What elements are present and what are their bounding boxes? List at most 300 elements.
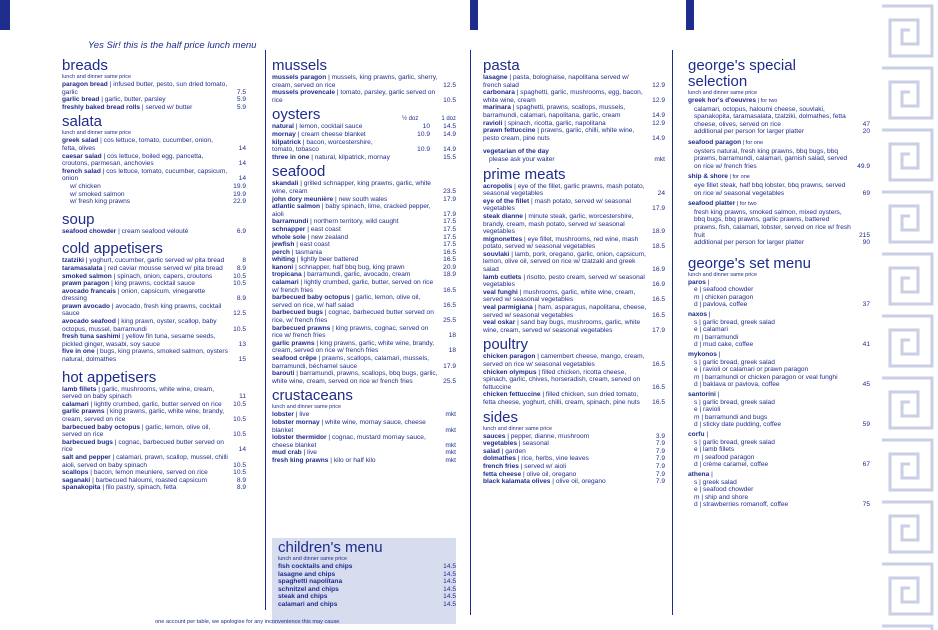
set-menu-price: 37 bbox=[862, 301, 870, 309]
special-item bbox=[688, 97, 870, 128]
item-desc: | cognac, barbecued butter served on rice, w/ french fries bbox=[272, 309, 434, 325]
special-sub: lunch and dinner same price bbox=[688, 90, 758, 96]
item-desc: | king prawn, oyster, scallop, baby octopus, mussel, barramundi bbox=[62, 318, 217, 333]
bread-item bbox=[62, 104, 246, 112]
set-menu-line: m | barramundi and bugs bbox=[694, 413, 768, 421]
item-desc: | northern territory, wild caught bbox=[308, 218, 399, 226]
pasta-item bbox=[483, 74, 665, 89]
item-desc: | cream seafood velouté bbox=[116, 227, 189, 235]
side-item bbox=[483, 448, 665, 456]
breads-list bbox=[62, 81, 246, 111]
prime-meat-item bbox=[483, 198, 665, 213]
item-price: 7.9 bbox=[655, 447, 665, 455]
extra-price: 90 bbox=[862, 239, 870, 247]
set-menu-line: s | garlic bread, greek salad bbox=[694, 318, 775, 326]
set-menu-price: 41 bbox=[862, 341, 870, 349]
pasta-item bbox=[483, 89, 665, 104]
item-name: fresh tuna sashimi bbox=[62, 333, 121, 341]
item-name: scallops bbox=[62, 469, 89, 477]
item-price: 49.9 bbox=[857, 162, 870, 170]
set-menu-name: athena bbox=[688, 470, 710, 478]
item-price: 16.5 bbox=[652, 398, 665, 406]
hot-appetiser-item bbox=[62, 401, 246, 409]
item-price: 14 bbox=[238, 160, 246, 168]
item-price: 69 bbox=[862, 189, 870, 197]
cold-appetiser-item bbox=[62, 280, 246, 288]
item-name: avocado francais bbox=[62, 287, 116, 295]
set-menu-price: 45 bbox=[862, 381, 870, 389]
item-desc: | onion, capsicum, vinegarette dressing bbox=[62, 287, 206, 303]
item-name: garlic bread bbox=[62, 96, 100, 104]
item-desc: | grilled schnapper, king prawns, garlic, white wine, cream bbox=[272, 180, 431, 195]
item-price: 8.9 bbox=[236, 295, 246, 303]
item-name: sauces bbox=[483, 432, 506, 440]
prime-meat-item bbox=[483, 183, 665, 198]
soup-list bbox=[62, 228, 246, 236]
item-desc: | white wine, mornay sauce, cheese blanket bbox=[272, 418, 426, 434]
pasta-item bbox=[483, 104, 665, 119]
crustaceans-sub: lunch and dinner same price bbox=[272, 404, 342, 411]
item-name: prawn fettuccine bbox=[483, 127, 536, 135]
set-menu-line: e | seafood chowder bbox=[694, 286, 754, 294]
item-price: 16.9 bbox=[652, 281, 665, 289]
item-name: vegetables bbox=[483, 440, 518, 448]
poultry-item bbox=[483, 391, 665, 406]
oysters-list bbox=[272, 123, 456, 161]
hot-appetiser-item bbox=[62, 454, 246, 469]
set-menu-line: d | strawberries romanoff, coffee bbox=[694, 501, 789, 509]
item-name: atlantic salmon bbox=[272, 203, 321, 211]
item-desc: | lamb, pork, oregano, garlic, onion, capsicum, lemon, olive oil, served on rice w/ tzatzaki and greek salad bbox=[483, 250, 646, 274]
item-price: 8.9 bbox=[236, 264, 246, 272]
item-name: seafood crêpe bbox=[272, 355, 317, 362]
item-name: black kalamata olives bbox=[483, 478, 551, 486]
header-bar-right bbox=[686, 0, 694, 30]
item-name: jewfish bbox=[272, 241, 295, 249]
item-desc: | east coast bbox=[305, 225, 341, 233]
hot-appetiser-item bbox=[62, 477, 246, 485]
item-name: marinara bbox=[483, 104, 511, 112]
item-desc: | lightly crumbed, garlic, butter served on rice bbox=[88, 400, 222, 408]
item-name: mussels provencale bbox=[272, 89, 336, 97]
set-menu-group: santorini | s | garlic bread, greek salad e | ravioli m | barramundi and bugs d | sticky date pudding, coffee 59 bbox=[688, 391, 870, 429]
prime-meat-item bbox=[483, 251, 665, 274]
item-desc: | filo pastry, spinach, fetta bbox=[100, 484, 177, 492]
seafood-item bbox=[272, 226, 456, 234]
item-name: spanakopita bbox=[62, 484, 101, 492]
set-menu-line: s | greek salad bbox=[694, 478, 737, 486]
seafood-item bbox=[272, 256, 456, 264]
item-name: kanoni bbox=[272, 263, 294, 271]
seafood-item bbox=[272, 249, 456, 257]
item-name: saganaki bbox=[62, 476, 91, 484]
set-menu-price: 59 bbox=[862, 421, 870, 429]
salad-extra bbox=[62, 183, 246, 191]
item-desc: | cos lettuce, tomato, cucumber, capsicum, onion bbox=[62, 167, 228, 183]
seafood-item bbox=[272, 196, 456, 204]
greek-key-border bbox=[876, 0, 938, 630]
sides-title: sides bbox=[483, 408, 519, 426]
item-name: fetta cheese bbox=[483, 470, 522, 478]
seafood-item bbox=[272, 309, 456, 324]
item-desc: | garden bbox=[499, 447, 526, 455]
item-name: skandali bbox=[272, 180, 299, 188]
item-desc: | bacon, worcestershire, tomato, tobasco bbox=[272, 138, 373, 154]
set-menu-name: santorini bbox=[688, 391, 716, 398]
column-1 bbox=[62, 58, 246, 492]
item-name: tropicana bbox=[272, 271, 302, 279]
item-price: 7.9 bbox=[655, 470, 665, 478]
set-menu-group: athena | s | greek salad e | seafood chowder m | ship and shore d | strawberries romanoff, coffee 75 bbox=[688, 470, 870, 509]
item-desc: | kilo or half kilo bbox=[328, 456, 376, 464]
extra-price: 19.9 bbox=[233, 182, 246, 190]
item-desc: | risotto, pesto cream, served w/ seasonal vegetables bbox=[483, 273, 645, 289]
vegetarian-row bbox=[483, 148, 665, 163]
item-name: chicken olympus bbox=[483, 368, 537, 376]
item-name: veal oskar bbox=[483, 319, 516, 327]
salata-extras bbox=[62, 183, 246, 206]
seafood-item bbox=[272, 340, 456, 355]
bread-item bbox=[62, 81, 246, 96]
column-3 bbox=[483, 58, 665, 486]
item-desc: | schnapper, half bbq bug, king prawn bbox=[293, 263, 405, 271]
crustaceans-list bbox=[272, 411, 456, 464]
bread-item bbox=[62, 96, 246, 104]
item-price: 18.9 bbox=[652, 228, 665, 236]
item-price: mkt bbox=[445, 449, 456, 457]
dozen-price: 15.5 bbox=[443, 153, 456, 161]
header-bar-left bbox=[0, 0, 10, 30]
special-item bbox=[688, 139, 870, 170]
item-price: 10.5 bbox=[443, 96, 456, 104]
item-name: calamari bbox=[62, 400, 89, 408]
crustacean-item bbox=[272, 457, 456, 465]
item-name: lasagne and chips bbox=[278, 570, 336, 578]
set-menu-line: d | mud cake, coffee bbox=[694, 341, 754, 349]
item-desc: | lightly crumbed, garlic, butter, served on rice w/ french fries bbox=[272, 279, 434, 294]
mussels-item bbox=[272, 74, 456, 89]
item-price: 12.9 bbox=[652, 119, 665, 127]
soup-item bbox=[62, 228, 246, 236]
item-name: barbecued prawns bbox=[272, 324, 331, 332]
item-name: salt and pepper bbox=[62, 453, 111, 461]
seafood-item bbox=[272, 279, 456, 294]
item-name: dolmathes bbox=[483, 455, 516, 463]
item-price: 18 bbox=[448, 332, 456, 340]
item-price: 215 bbox=[858, 231, 870, 239]
item-name: smoked salmon bbox=[62, 272, 112, 280]
cold-appetiser-item bbox=[62, 257, 246, 265]
item-desc: | king prawns, cognac, served on rice w/ french fries bbox=[272, 324, 429, 340]
hot-appetiser-item bbox=[62, 469, 246, 477]
side-item bbox=[483, 433, 665, 441]
item-name: mud crab bbox=[272, 449, 302, 457]
item-name: barbecued baby octopus bbox=[62, 423, 141, 431]
item-name: greek salad bbox=[62, 137, 99, 145]
item-price: 3.9 bbox=[655, 432, 665, 440]
vegetarian-name: vegetarian of the day bbox=[483, 148, 549, 156]
item-desc: | tasmania bbox=[289, 248, 323, 256]
crustaceans-title: crustaceans bbox=[272, 387, 353, 405]
special-list bbox=[688, 97, 870, 250]
set-menu-line: m | chicken paragon bbox=[694, 293, 754, 301]
pasta-list bbox=[483, 74, 665, 142]
item-desc: | minute steak, garlic, worcestershire, brandy, cream, mash potato, served w/ seasonal vegetables bbox=[483, 212, 634, 236]
special-item bbox=[688, 200, 870, 239]
item-desc: | barramundi, prawns, scallops, bbq bugs, garlic, white wine, cream, served on rice w/ french fries bbox=[272, 370, 438, 385]
item-price: 17.9 bbox=[652, 326, 665, 334]
kids-item bbox=[272, 593, 456, 601]
prime-meat-item bbox=[483, 213, 665, 236]
item-name: perch bbox=[272, 248, 290, 256]
item-desc: | mash potato, served w/ seasonal vegetables bbox=[483, 197, 631, 213]
item-desc: | mushrooms, garlic, white wine, cream, served w/ seasonal vegetables bbox=[483, 288, 636, 304]
kids-title: children's menu bbox=[278, 539, 383, 556]
poultry-title: poultry bbox=[483, 336, 529, 354]
item-name: whole sole bbox=[272, 233, 306, 241]
item-price: 14 bbox=[238, 144, 246, 152]
prime-meat-item bbox=[483, 274, 665, 289]
setmenu-sub: lunch and dinner same price bbox=[688, 271, 758, 278]
item-price: mkt bbox=[445, 426, 456, 434]
item-name: schnapper bbox=[272, 225, 306, 233]
item-desc: | bacon, lemon meuniere, served on rice bbox=[88, 469, 208, 477]
item-desc: | camembert cheese, mango, cream, served on rice w/ seasonal vegetables bbox=[483, 353, 645, 368]
item-price: 10.5 bbox=[233, 400, 246, 408]
item-price: 17.9 bbox=[443, 362, 456, 370]
oyster-item bbox=[272, 131, 456, 139]
crustacean-item bbox=[272, 434, 456, 449]
item-desc: | mussels, king prawns, garlic, sherry, cream, served on rice bbox=[272, 74, 438, 89]
item-name: spaghetti napolitana bbox=[278, 578, 343, 586]
oyster-item bbox=[272, 139, 456, 154]
item-name: veal parmigiana bbox=[483, 304, 533, 312]
item-price: 7.9 bbox=[655, 478, 665, 486]
poultry-item bbox=[483, 353, 665, 368]
set-menu-line: d | sticky date pudding, coffee bbox=[694, 421, 782, 429]
hot-list bbox=[62, 386, 246, 492]
item-desc: eye fillet steak, half bbq lobster, bbq prawns, served on rice w/ seasonal vegetables bbox=[694, 181, 846, 197]
mussels-item bbox=[272, 89, 456, 104]
item-desc: | cognac, mustard mornay sauce, cheese blanket bbox=[272, 434, 426, 449]
item-name: prawn paragon bbox=[62, 280, 110, 288]
item-price: 5.9 bbox=[236, 96, 246, 104]
item-price: 14.9 bbox=[652, 111, 665, 119]
item-price: 7.5 bbox=[236, 88, 246, 96]
soup-title: soup bbox=[62, 210, 95, 228]
item-desc: | pasta, bolognaise, napolitana served w/ french salad bbox=[483, 74, 629, 89]
item-desc: | lightly beer battered bbox=[295, 256, 359, 264]
column-divider-2 bbox=[470, 50, 471, 615]
item-price: mkt bbox=[445, 441, 456, 449]
crustacean-item bbox=[272, 449, 456, 457]
item-name: garlic prawns bbox=[62, 408, 105, 416]
item-price: 10.5 bbox=[233, 461, 246, 469]
item-price: 12.5 bbox=[233, 310, 246, 318]
item-price: 17.9 bbox=[652, 205, 665, 213]
item-desc: | spaghetti, prawns, scallops, mussels, barramundi, calamari, napolitana, garlic, cream bbox=[483, 104, 626, 119]
item-price: 12.9 bbox=[652, 96, 665, 104]
item-price: 14.5 bbox=[443, 563, 456, 570]
item-desc: | red caviar mousse served w/ pita bread bbox=[102, 264, 223, 272]
kids-list bbox=[272, 563, 456, 609]
item-price: 24 bbox=[657, 190, 665, 198]
item-desc: | cream cheese blanket bbox=[295, 130, 366, 138]
cold-appetiser-item bbox=[62, 318, 246, 333]
item-desc: | garlic, butter, parsley bbox=[99, 96, 166, 104]
item-name: lobster mornay bbox=[272, 418, 320, 426]
prime-meat-item bbox=[483, 236, 665, 251]
item-price: 16.5 bbox=[443, 286, 456, 294]
item-price: 14.5 bbox=[443, 600, 456, 608]
seafood-item bbox=[272, 203, 456, 218]
set-menu-line: m | barramundi bbox=[694, 333, 739, 341]
item-name: salad bbox=[483, 447, 500, 455]
item-desc: | spinach, onion, capers, croutons bbox=[111, 272, 213, 280]
item-name: barbecued baby octopus bbox=[272, 294, 351, 302]
item-desc: | infused butter, pesto, sun dried tomato, garlic bbox=[62, 81, 228, 96]
oysters-dozen-header: 1 doz bbox=[441, 116, 456, 123]
dozen-price: 14.9 bbox=[443, 146, 456, 154]
item-name: fresh king prawns bbox=[272, 456, 329, 464]
cold-appetiser-item bbox=[62, 333, 246, 348]
item-name: barbecued bugs bbox=[62, 438, 113, 446]
item-name: seafood paragon bbox=[688, 138, 742, 146]
salad-extra bbox=[62, 198, 246, 206]
item-name: garlic prawns bbox=[272, 339, 315, 347]
vegetarian-desc: please ask your waiter bbox=[489, 155, 555, 163]
oysters-title: oysters bbox=[272, 106, 321, 124]
item-desc: | tomato, parsley, garlic served on rice bbox=[272, 89, 436, 104]
item-name: mignonettes bbox=[483, 235, 523, 243]
item-price: 10.5 bbox=[233, 325, 246, 333]
hot-appetiser-item bbox=[62, 424, 246, 439]
set-menu-line: s | garlic bread, greek salad bbox=[694, 438, 775, 446]
item-desc: | east coast bbox=[294, 241, 330, 249]
item-price: 15 bbox=[238, 356, 246, 364]
seafood-item bbox=[272, 355, 456, 370]
special-item bbox=[688, 173, 870, 197]
setmenu-list bbox=[688, 279, 870, 511]
seafood-item bbox=[272, 264, 456, 272]
item-price: 18.9 bbox=[443, 271, 456, 279]
item-desc: calamari, octopus, haloumi cheese, souvlaki, spanakopita, taramasalata, tzatziki, dolmathes, fetta cheese, olives, served on rice bbox=[694, 105, 846, 128]
item-desc: | avocado, fresh king prawns, cocktail sauce bbox=[62, 302, 222, 318]
item-name: caesar salad bbox=[62, 152, 102, 160]
extra-price: 20 bbox=[862, 128, 870, 136]
item-name: calamari bbox=[272, 279, 299, 287]
salata-list bbox=[62, 137, 246, 183]
vegetarian-price: mkt bbox=[654, 155, 665, 163]
salata-title: salata bbox=[62, 113, 103, 131]
prime-meat-item bbox=[483, 304, 665, 319]
kids-item bbox=[272, 601, 456, 609]
seafood-item bbox=[272, 370, 456, 385]
column-4 bbox=[688, 58, 870, 511]
item-desc: | pepper, dianne, mushroom bbox=[505, 432, 590, 440]
oyster-item bbox=[272, 123, 456, 131]
special-title-line2: selection bbox=[688, 73, 748, 90]
item-price: 18.5 bbox=[652, 243, 665, 251]
item-price: 16.9 bbox=[652, 266, 665, 274]
salad-item bbox=[62, 153, 246, 168]
item-desc: | garlic, lemon, olive oil, served on rice, w/ half salad bbox=[272, 294, 421, 309]
item-desc: | new zealand bbox=[305, 233, 349, 241]
set-menu-line: d | crème caramel, coffee bbox=[694, 461, 769, 469]
item-name: barbecued bugs bbox=[272, 309, 323, 317]
cold-list bbox=[62, 257, 246, 363]
seafood-item bbox=[272, 271, 456, 279]
kids-item bbox=[272, 571, 456, 579]
extra-price: 19.9 bbox=[233, 190, 246, 198]
salad-item bbox=[62, 137, 246, 152]
side-item bbox=[483, 471, 665, 479]
item-for: | for two bbox=[735, 201, 757, 208]
item-name: paragon bread bbox=[62, 81, 108, 88]
item-price: 12.5 bbox=[443, 81, 456, 89]
salata-sub: lunch and dinner same price bbox=[62, 130, 132, 137]
side-item bbox=[483, 478, 665, 486]
item-price: 16.5 bbox=[443, 256, 456, 264]
extra-label: w/ fresh king prawns bbox=[70, 198, 131, 206]
item-price: 8 bbox=[242, 257, 246, 265]
sides-sub: lunch and dinner same price bbox=[483, 425, 553, 432]
item-name: freshly baked bread rolls bbox=[62, 103, 141, 111]
item-desc: | bugs, king prawns, smoked salmon, oysters natural, dolmathes bbox=[62, 348, 228, 364]
item-desc: | spinach, ricotta, garlic, napolitana bbox=[502, 119, 606, 127]
item-price: 8.9 bbox=[236, 484, 246, 492]
item-price: 14.5 bbox=[443, 578, 456, 586]
item-price: 25.5 bbox=[443, 317, 456, 325]
item-price: 14 bbox=[238, 175, 246, 183]
hot-appetiser-item bbox=[62, 386, 246, 401]
set-menu-line: m | seafood paragon bbox=[694, 453, 755, 461]
hot-appetiser-item bbox=[62, 484, 246, 492]
item-desc: | cos lettuce, tomato, cucumber, onion, fetta, olives bbox=[62, 137, 213, 152]
pasta-item bbox=[483, 120, 665, 128]
cold-title: cold appetisers bbox=[62, 240, 163, 258]
item-price: 16.5 bbox=[652, 311, 665, 319]
half-dozen-price: 10 bbox=[422, 123, 430, 131]
item-name: souvlaki bbox=[483, 250, 510, 258]
item-desc: | ham, asparagus, napolitana, cheese, served w/ seasonal vegetables bbox=[483, 304, 647, 319]
item-price: 14.5 bbox=[443, 585, 456, 593]
set-menu-line: s | garlic bread, greek salad bbox=[694, 358, 775, 366]
item-name: veal funghi bbox=[483, 288, 518, 296]
item-desc: | barbecued haloumi, roasted capsicum bbox=[90, 476, 208, 484]
item-name: barramundi bbox=[272, 218, 309, 226]
item-price: 14 bbox=[238, 446, 246, 454]
item-price: 16.5 bbox=[443, 248, 456, 256]
cold-appetiser-item bbox=[62, 288, 246, 303]
childrens-menu-box bbox=[272, 538, 456, 624]
item-desc: | garlic, lemon, olive oil, served on rice bbox=[62, 423, 211, 439]
item-desc: | cos lettuce, boiled egg, pancetta, croutons, parmesan, anchovies bbox=[62, 152, 204, 168]
item-price: 11 bbox=[239, 393, 246, 401]
set-menu-name: paros bbox=[688, 278, 706, 286]
set-menu-name: naxos bbox=[688, 311, 708, 319]
cold-appetiser-item bbox=[62, 265, 246, 273]
oysters-half-dozen-header: ½ doz bbox=[402, 116, 419, 123]
item-desc: | king prawns, garlic, white wine, brandy, cream, served on rice w/ french fries bbox=[272, 339, 435, 355]
tagline: Yes Sir! this is the half price lunch menu bbox=[88, 40, 257, 51]
pasta-title: pasta bbox=[483, 57, 520, 74]
item-desc: | olive oil, oregano bbox=[550, 478, 606, 486]
item-price: 10.5 bbox=[233, 431, 246, 439]
column-divider-3 bbox=[672, 50, 673, 615]
item-name: french fries bbox=[483, 462, 519, 470]
item-price: 16.5 bbox=[443, 301, 456, 309]
